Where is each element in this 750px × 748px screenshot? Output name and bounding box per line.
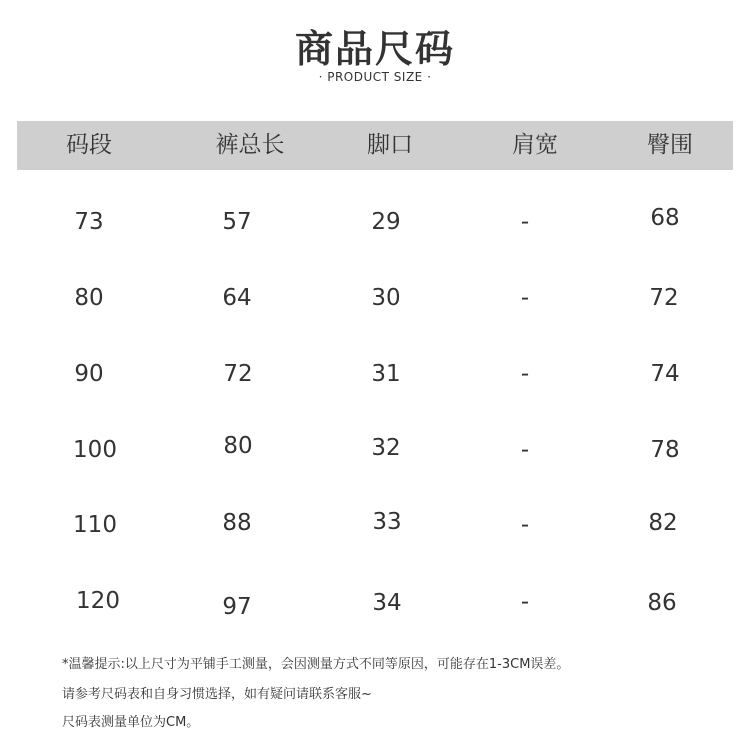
cell-total-length: 72 [223,361,253,387]
cell-shoulder: - [520,361,530,387]
table-row [0,278,750,318]
cell-total-length: 80 [223,433,253,459]
measurement-note: *温馨提示:以上尺寸为平铺手工测量，会因测量方式不同等原因，可能存在1-3CM误差。 [62,657,570,672]
cell-hem: 30 [371,285,401,311]
cell-total-length: 88 [222,510,252,536]
header-size-range: 码段 [66,132,112,158]
table-row [0,202,750,242]
cell-size: 80 [74,285,104,311]
header-hem-width: 脚口 [367,132,413,158]
cell-size: 110 [73,512,117,538]
cell-hem: 29 [371,209,401,235]
table-header [17,121,733,170]
page-subtitle: · PRODUCT SIZE · [318,70,432,84]
table-row [0,430,750,470]
cell-hip: 78 [650,437,680,463]
cell-shoulder: - [520,512,530,538]
cell-hem: 34 [372,590,402,616]
cell-shoulder: - [520,437,530,463]
cell-total-length: 64 [222,285,252,311]
cell-hem: 33 [372,509,402,535]
page-title: 商品尺码 [294,27,455,71]
cell-size: 120 [76,588,120,614]
unit-note: 尺码表测量单位为CM。 [62,715,200,730]
cell-hip: 86 [647,590,677,616]
cell-size: 100 [73,437,117,463]
cell-shoulder: - [520,589,530,615]
table-row [0,582,750,622]
reference-note: 请参考尺码表和自身习惯选择，如有疑问请联系客服~ [62,687,372,702]
cell-shoulder: - [520,285,530,311]
cell-size: 90 [74,361,104,387]
cell-total-length: 57 [222,209,252,235]
cell-hip: 74 [650,361,680,387]
cell-hip: 68 [650,205,680,231]
cell-shoulder: - [520,209,530,235]
cell-size: 73 [74,209,104,235]
header-shoulder-width: 肩宽 [512,132,558,158]
cell-hem: 32 [371,435,401,461]
cell-hem: 31 [371,361,401,387]
cell-hip: 82 [648,510,678,536]
table-row [0,505,750,545]
cell-total-length: 97 [222,594,252,620]
table-row [0,354,750,394]
header-hip: 臀围 [647,132,693,158]
cell-hip: 72 [649,285,679,311]
header-total-length: 裤总长 [215,132,285,158]
